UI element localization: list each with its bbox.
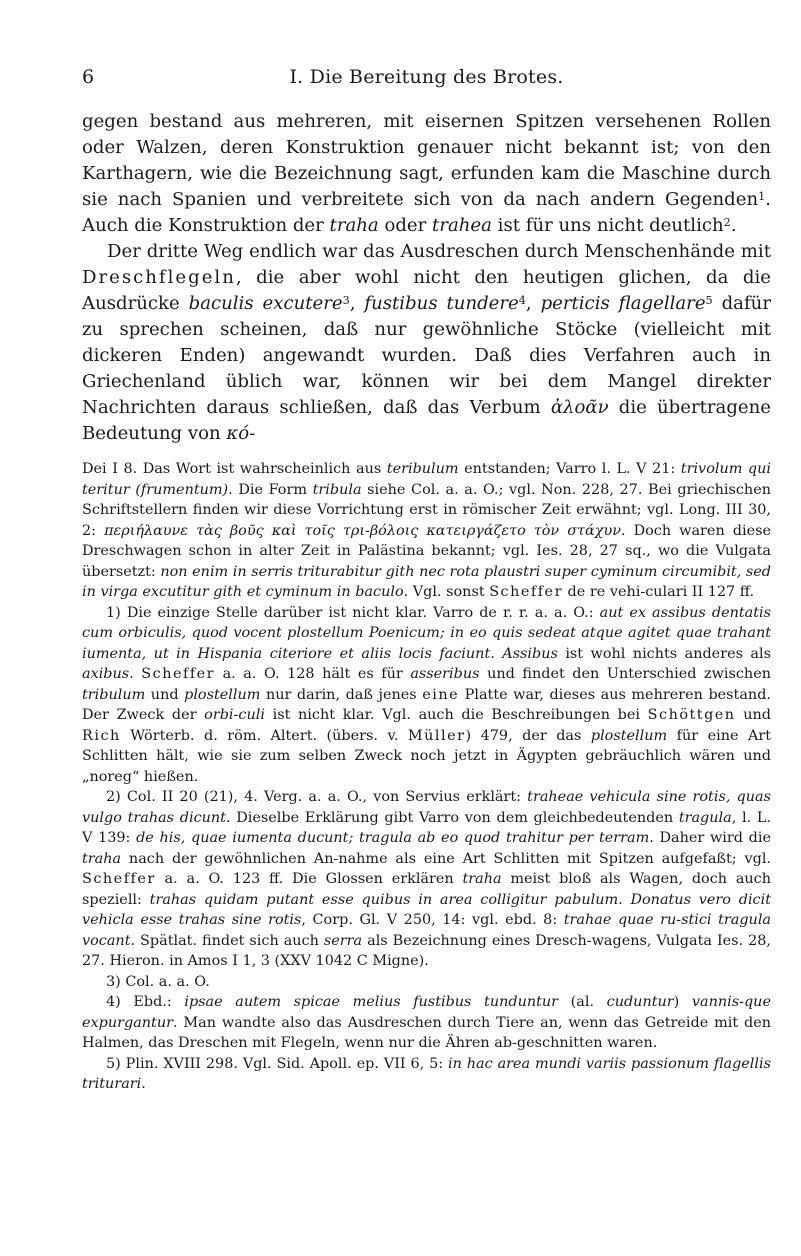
emphasis: eine	[422, 686, 460, 703]
footnote-3	[82, 972, 771, 993]
text-run: . Man wandte also das Ausdreschen durch Tiere an, wenn das Getreide mit den Halmen, das Dreschen mit Flegeln, wenn nur die Ähren ab-geschnitten waren.	[82, 1014, 771, 1051]
paragraph-threshing	[82, 239, 771, 447]
term: orbi-culi	[204, 707, 265, 723]
footnote-number: 1)	[106, 604, 121, 621]
footnote-ref-1: 1	[758, 189, 766, 203]
text-run: ist für uns nicht deutlich	[491, 215, 724, 236]
latin-quote: ipsae autem spicae melius fustibus tunduntur	[184, 994, 559, 1010]
footnote-number: 4)	[106, 994, 121, 1010]
footnotes	[82, 459, 771, 1095]
text-run: siehe Col. a. a. O.; vgl. Non. 228, 27. Bei griechischen Schriftstellern finden wir diese Vorrichtung erst in römischer Zeit erwähnt; vgl. Long. III 30, 2:	[82, 481, 771, 539]
text-run: de re vehi-culari II 127 ff.	[562, 584, 755, 600]
term-trahea: trahea	[432, 215, 492, 236]
footnote-ref-4: 4	[518, 293, 526, 307]
text-run: nach der gewöhnlichen An-nahme als eine Art Schlitten mit Spitzen aufgefaßt; vgl.	[121, 850, 771, 867]
text-run: gegen bestand aus mehreren, mit eisernen Spitzen versehenen Rollen oder Walzen, deren Konstruktion genauer nicht bekannt ist; von den Karthagern, wie die Bezeichnung sagt, erfunden kam die Maschine durch sie nach Spanien und verbreitete sich von da nach andern Gegenden	[82, 111, 771, 210]
footnote-5	[82, 1054, 771, 1095]
latin-quote: aut ex assibus dentatis cum orbiculis, quod vocent plostellum Poenicum; in eo quis sedeat atque agitet quae trahant iumenta, ut in Hispania citeriore et aliis locis faciunt. Assibus	[82, 604, 771, 662]
text-run: , l. L. V 139:	[82, 809, 772, 846]
text-run: , die aber wohl nicht den heutigen glichen, da die Ausdrücke	[82, 267, 771, 314]
footnote-4	[82, 992, 771, 1054]
footnote-ref-5: 5	[705, 293, 713, 307]
text-run: Col. II 20 (21), 4. Verg. a. a. O., von Servius erklärt:	[120, 789, 528, 805]
text-run: als Bezeichnung eines Dresch-wagens, Vulgata Ies. 28, 27. Hieron. in Amos I 1, 3 (XXV 1042 C Migne).	[82, 932, 771, 969]
text-run: )	[673, 994, 692, 1010]
footnote-number: 3)	[106, 973, 121, 990]
latin-quote: trahas quidam putant esse quibus in area colligitur pabulum. Donatus vero dicit vehicla esse trahas sine rotis	[82, 891, 771, 928]
text-run: , Corp. Gl. V 250, 14: vgl. ebd. 8:	[301, 912, 564, 928]
text-run: die übertragene Bedeutung von	[82, 397, 771, 444]
term: plostellum	[590, 727, 668, 744]
text-run: Wörterb. d. röm. Altert. (übers. v.	[120, 727, 408, 744]
text-run: und findet den Unterschied zwischen	[479, 666, 771, 682]
text-run: ,	[525, 293, 541, 314]
chapter-title: I. Die Bereitung des Brotes.	[289, 66, 564, 88]
footnote-number: 5)	[106, 1055, 121, 1072]
text-run: Der dritte Weg endlich war das Ausdreschen durch Menschenhände mit	[107, 241, 771, 262]
term: asseribus	[410, 666, 480, 682]
latin-quote: in hac area mundi variis passionum flagellis triturari	[82, 1055, 771, 1092]
term-fustibus-tundere: fustibus tundere	[364, 293, 519, 314]
term: plostellum	[184, 686, 261, 703]
text-run: oder	[378, 215, 433, 236]
text-run: . Auch die Konstruktion der	[82, 189, 771, 236]
latin-quote: non enim in serris triturabitur gith nec rota plaustri super cyminum circumibit, sed in virga excutitur gith et cyminum in baculo	[82, 563, 771, 600]
author-name: Scheffer	[141, 666, 216, 682]
term: serra	[323, 932, 363, 949]
text-run: nur darin, daß jenes	[260, 686, 423, 703]
page-number: 6	[82, 66, 95, 88]
author-name: Scheffer	[82, 871, 156, 887]
text-run: . Daher wird die	[649, 830, 771, 846]
term-baculis-excutere: baculis excutere	[188, 293, 343, 314]
text-run: . Doch waren diese Dreschwagen schon in alter Zeit in Palästina bekannt; vgl. Ies. 28, 27 sq., wo die Vulgata übersetzt:	[82, 522, 771, 580]
latin-quote: traheae vehicula sine rotis, quas vulgo trahas dicunt	[82, 789, 771, 826]
text-run: und	[735, 707, 771, 723]
text-run: Ebd.:	[120, 994, 185, 1010]
text-run: entstanden; Varro l. L. V 21:	[458, 461, 681, 477]
footnote-continued	[82, 459, 771, 603]
latin-quote: vannis-que expurgantur	[82, 994, 771, 1031]
term: tribula	[312, 481, 362, 498]
footnote-ref-3: 3	[342, 293, 350, 307]
text-run: Dei I 8. Das Wort ist wahrscheinlich aus	[82, 461, 387, 477]
main-text	[82, 109, 771, 447]
text-run: .	[141, 1076, 146, 1092]
text-run: . Spätlat. findet sich auch	[130, 932, 324, 949]
text-run: . Die Form	[228, 481, 313, 498]
greek-word: κό-	[226, 423, 256, 444]
text-run: .	[730, 215, 737, 236]
term-traha: traha	[329, 215, 379, 236]
latin-quote: de his, quae iumenta ducunt; tragula ab eo quod trahitur per terram	[136, 830, 650, 846]
footnote-number: 2)	[106, 789, 121, 805]
paragraph-continuation	[82, 109, 771, 239]
quote: trivolum qui teritur (frumentum)	[82, 461, 772, 498]
text-run: . Vgl. sonst	[403, 584, 490, 600]
term-dreschflegeln: Dreschflegeln	[82, 267, 236, 288]
term: tragula	[678, 809, 732, 826]
text-run: Col. a. a. O.	[120, 973, 210, 990]
term: teribulum	[386, 461, 459, 477]
text-run: Plin. XVIII 298. Vgl. Sid. Apoll. ep. VII 6, 5:	[120, 1055, 448, 1072]
text-run: (al.	[558, 994, 607, 1010]
term: tribulum	[82, 686, 146, 703]
text-run: . Dieselbe Erklärung gibt Varro von dem gleichbedeutenden	[225, 809, 679, 826]
text-run: Platte war, dieses aus mehreren bestand. Der Zweck der	[82, 686, 771, 723]
author-name: Scheffer	[489, 584, 563, 600]
footnote-1	[82, 603, 771, 788]
text-run: ist nicht klar. Vgl. auch die Beschreibungen bei	[264, 707, 648, 723]
term: traha	[462, 871, 502, 887]
book-page	[82, 0, 771, 1095]
footnote-ref-2: 2	[723, 215, 731, 229]
author-name: Rich	[82, 727, 121, 744]
text-run: a. a. O. 128 hält es für	[215, 666, 411, 682]
text-run: Die einzige Stelle darüber ist nicht klar. Varro de r. r. a. a. O.:	[120, 604, 600, 621]
term: axibus	[82, 666, 130, 682]
greek-quote: περιήλαυνε τὰς βοῦς καὶ τοῖς τρι-βόλοις κατειργάζετο τὸν στάχυν	[104, 522, 621, 539]
footnote-2	[82, 787, 771, 972]
text-run: ,	[349, 293, 365, 314]
author-name: Schöttgen	[647, 707, 736, 723]
text-run: ist wohl nichts anderes als	[557, 645, 771, 662]
text-run: a. a. O. 123 ff. Die Glossen erklären	[155, 871, 463, 887]
text-run: für eine Art Schlitten hält, wie sie zum selben Zweck noch jetzt in Ägypten gebräuchlich wären und „noreg“ hießen.	[82, 727, 771, 785]
latin-quote: trahae quae ru-stici tragula vocant	[82, 912, 772, 949]
term: traha	[82, 850, 122, 867]
text-run: .	[129, 666, 142, 682]
text-run: ) 479, der das	[465, 727, 591, 744]
term-perticis-flagellare: perticis flagellare	[540, 293, 706, 314]
text-run: meist bloß als Wagen, doch auch speziell:	[82, 871, 771, 908]
text-run: und	[145, 686, 185, 703]
text-run: dafür zu sprechen scheinen, daß nur gewöhnliche Stöcke (vielleicht mit dickeren Enden) angewandt wurden. Daß dies Verfahren auch in Griechenland üblich war, können wir bei dem Mangel direkter Nachrichten daraus schließen, daß das Verbum	[82, 293, 771, 418]
term: cuduntur	[606, 994, 674, 1010]
greek-word: ἀλοᾶν	[550, 397, 609, 418]
author-name: Müller	[407, 727, 466, 744]
running-head	[82, 54, 771, 94]
